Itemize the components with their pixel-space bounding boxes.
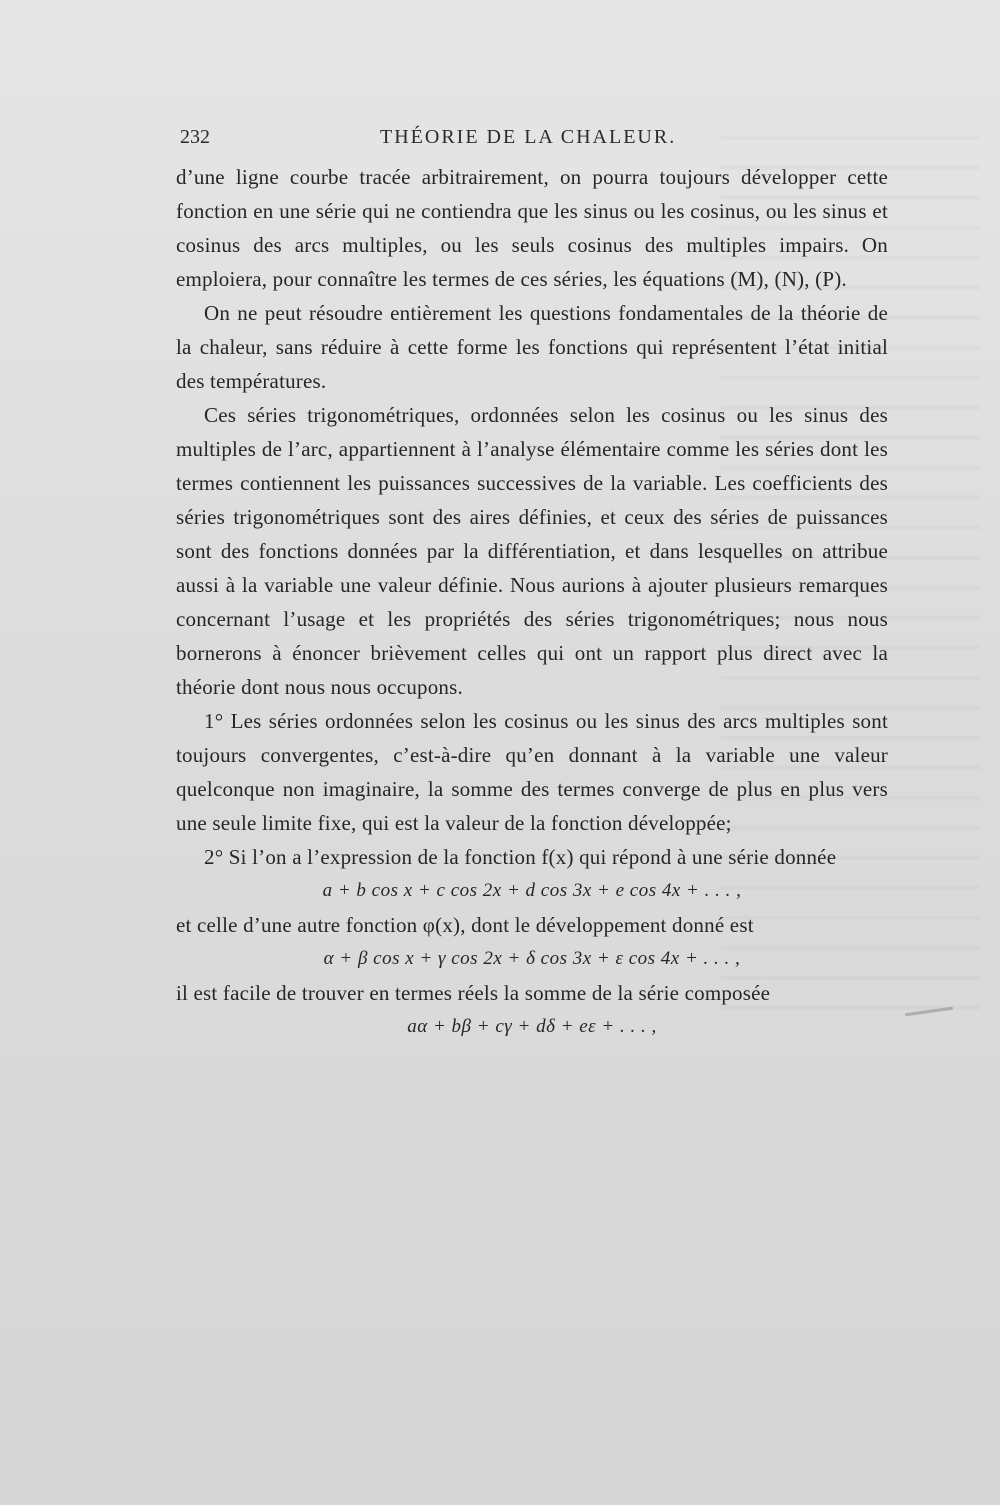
paragraph-1: d’une ligne courbe tracée arbitrairement, on pourra toujours développer cette fonction en une série qui ne contiendra que les sinus ou les cosinus, ou les sinus et cosinus des arcs multiples, ou les seuls cosinus des multiples impairs. On emploiera, pour connaître les termes de ces séries, les équations (M), (N), (P). <box>176 165 888 291</box>
running-title: THÉORIE DE LA CHALEUR. <box>380 126 677 148</box>
page-header <box>180 126 886 154</box>
paragraph-2: On ne peut résoudre entièrement les questions fondamentales de la théorie de la chaleur, sans réduire à cette forme les fonctions qui représentent l’état initial des températures. <box>176 301 888 393</box>
formula-3: aα + bβ + cγ + dδ + eε + . . . , <box>407 1016 657 1037</box>
page-number: 232 <box>180 126 210 148</box>
formula-1: a + b cos x + c cos 2x + d cos 3x + e cos 4x + . . . , <box>322 880 742 901</box>
paragraph-6: et celle d’une autre fonction φ(x), dont le développement donné est <box>176 913 754 937</box>
formula-2: α + β cos x + γ cos 2x + δ cos 3x + ε cos 4x + . . . , <box>323 948 741 969</box>
body-text <box>176 160 888 1044</box>
paragraph-4: 1° Les séries ordonnées selon les cosinus ou les sinus des arcs multiples sont toujours convergentes, c’est-à-dire qu’en donnant à la variable une valeur quelconque non imaginaire, la somme des termes converge de plus en plus vers une seule limite fixe, qui est la valeur de la fonction développée; <box>176 709 888 835</box>
paragraph-5: 2° Si l’on a l’expression de la fonction f(x) qui répond à une série donnée <box>204 845 837 869</box>
paragraph-7: il est facile de trouver en termes réels la somme de la série composée <box>176 981 771 1005</box>
paragraph-3: Ces séries trigonométriques, ordonnées selon les cosinus ou les sinus des multiples de l’arc, appartiennent à l’analyse élémentaire comme les séries dont les termes contiennent les puissances successives de la variable. Les coefficients des séries trigonométriques sont des aires définies, et ceux des séries de puissances sont des fonctions données par la différentiation, et dans lesquelles on attribue aussi à la variable une valeur définie. Nous aurions à ajouter plusieurs remarques concernant l’usage et les propriétés des séries trigonométriques; nous nous bornerons à énoncer brièvement celles qui ont un rapport plus direct avec la théorie dont nous nous occupons. <box>176 403 888 699</box>
